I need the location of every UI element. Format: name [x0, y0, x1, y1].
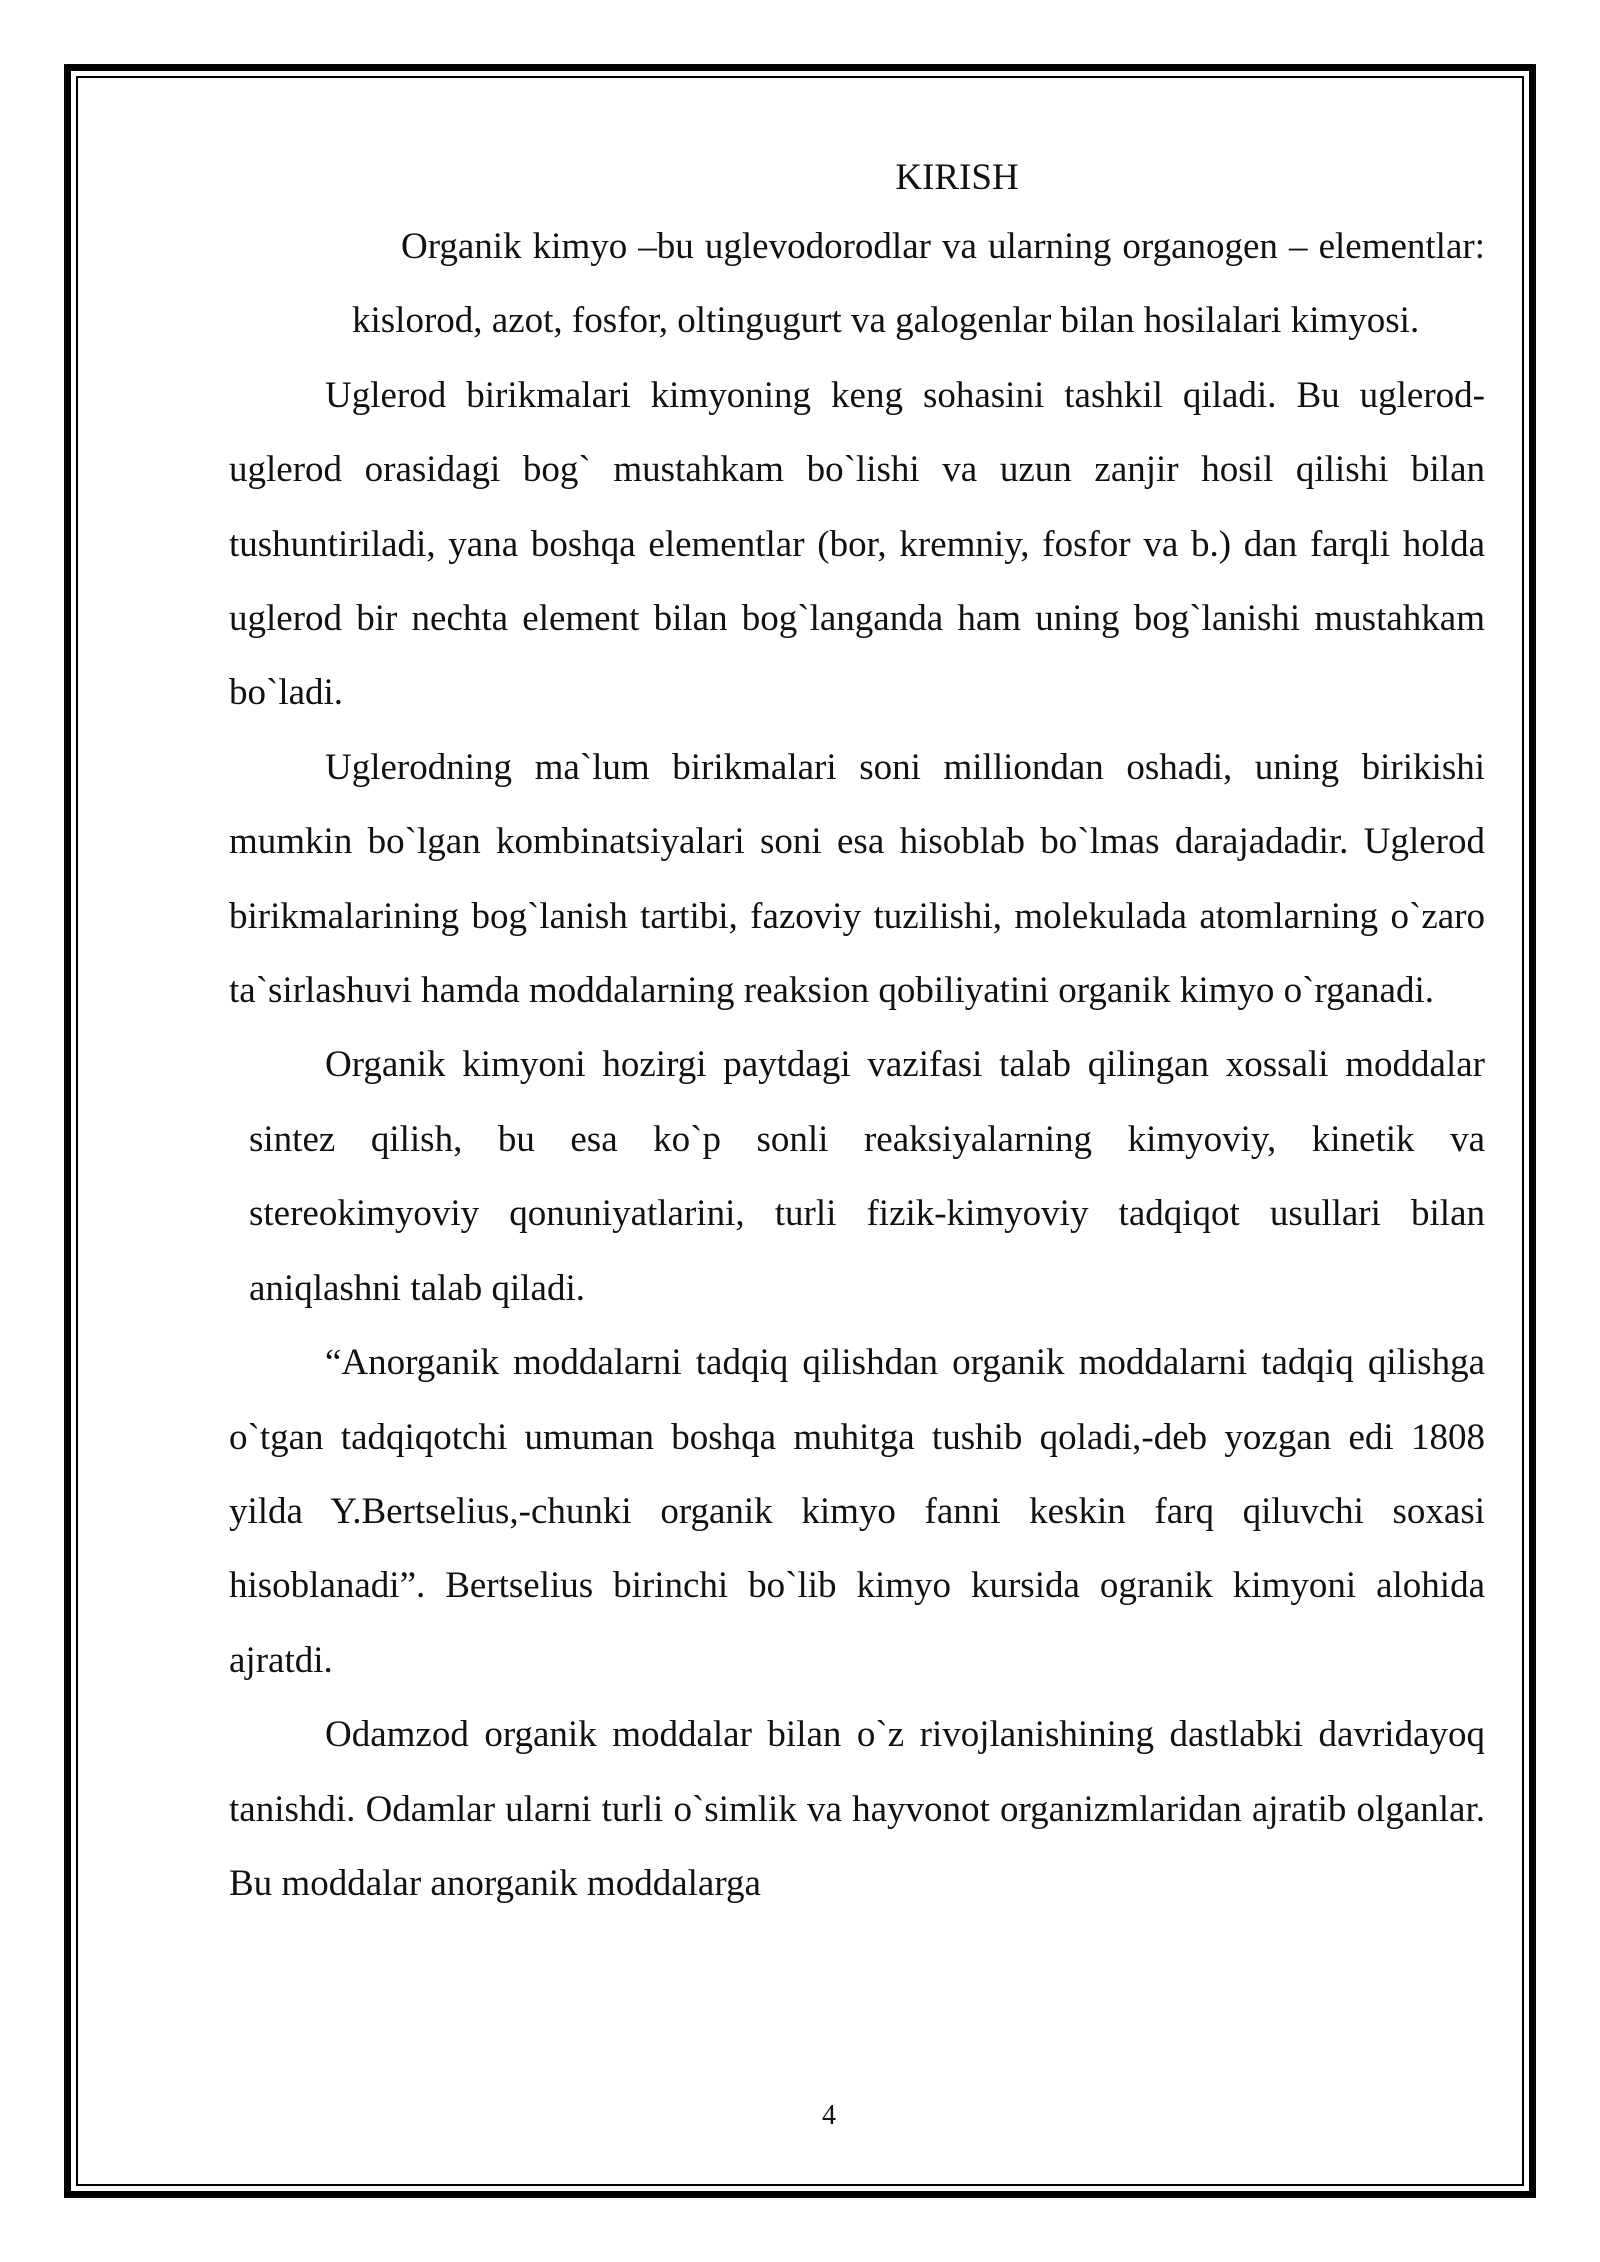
document-body: [229, 148, 1485, 1921]
paragraph-3: Uglerodning ma`lum birikmalari soni milliondan oshadi, uning birikishi mumkin bo`lgan kombinatsiyalari soni esa hisoblab bo`lmas darajadadir. Uglerod birikmalarining bog`lanish tartibi, fazoviy tuzilishi, molekulada atomlarning o`zaro ta`sirlashuvi hamda moddalarning reaksion qobiliyatini organik kimyo o`rganadi.: [229, 746, 1485, 1012]
page-number: 4: [822, 2100, 836, 2131]
paragraph-1-rest: kislorod, azot, fosfor, oltingugurt va galogenlar bilan hosilalari kimyosi.: [352, 300, 1420, 342]
paragraph-1: [229, 210, 1485, 359]
paragraph-6: Odamzod organik moddalar bilan o`z rivojlanishining dastlabki davridayoq tanishdi. Odamlar ularni turli o`simlik va hayvonot organizmlaridan ajratib olganlar. Bu moddalar anorganik moddalarga: [229, 1714, 1485, 1904]
paragraph-4: Organik kimyoni hozirgi paytdagi vazifasi talab qilingan xossali moddalar sintez qilish, bu esa ko`p sonli reaksiyalarning kimyoviy, kinetik va stereokimyoviy qonuniyatlarini, turli fizik-kimyoviy tadqiqot usullari bilan aniqlashni talab qiladi.: [249, 1044, 1485, 1309]
page-title: KIRISH: [895, 157, 1019, 198]
paragraph-5: “Anorganik moddalarni tadqiq qilishdan organik moddalarni tadqiq qilishga o`tgan tadqiqotchi umuman boshqa muhitga tushib qoladi,-deb yozgan edi 1808 yilda Y.Bertselius,-chunki organik kimyo fanni keskin farq qiluvchi soxasi hisoblanadi”. Bertselius birinchi bo`lib kimyo kursida ogranik kimyoni alohida ajratdi.: [229, 1342, 1485, 1681]
paragraph-1-lead: Organik kimyo –bu uglevodorodlar va ularning organogen – elementlar:: [401, 226, 1485, 267]
paragraph-2: Uglerod birikmalari kimyoning keng sohasini tashkil qiladi. Bu uglerod-uglerod orasidagi bog` mustahkam bo`lishi va uzun zanjir hosil qilishi bilan tushuntiriladi, yana boshqa elementlar (bor, kremniy, fosfor va b.) dan farqli holda uglerod bir nechta element bilan bog`langanda ham uning bog`lanishi mustahkam bo`ladi.: [229, 374, 1485, 714]
